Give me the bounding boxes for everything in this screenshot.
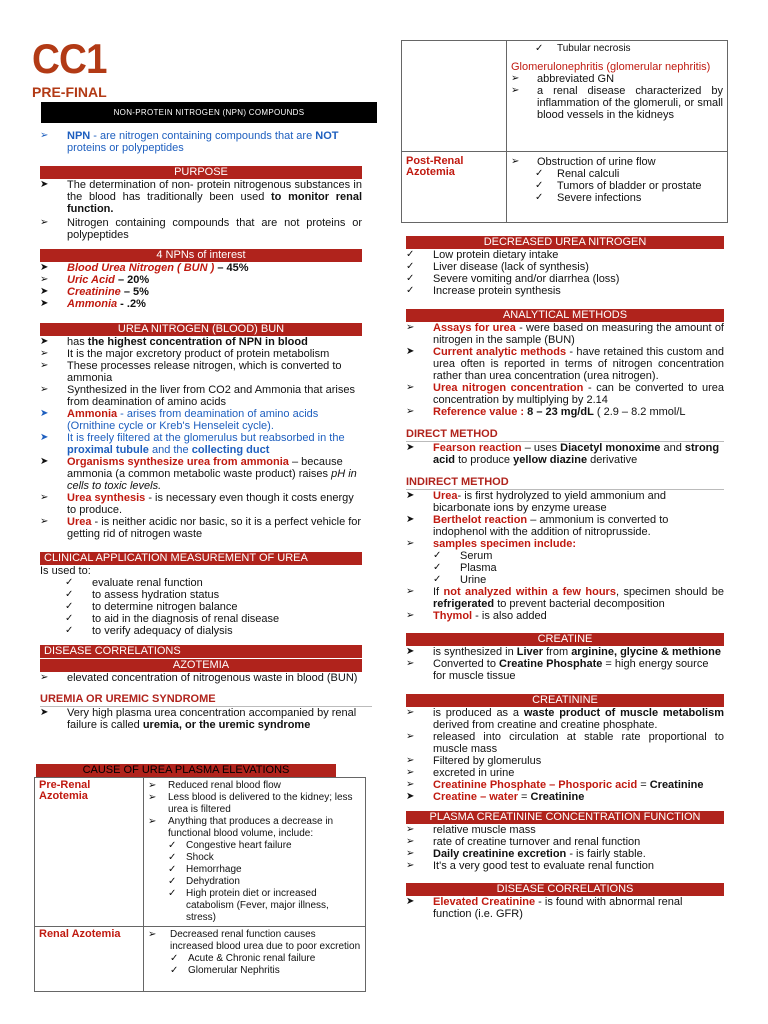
direct-method-list: ➤ Fearson reaction – uses Diacetyl monoxime and strong acid to produce yellow diazine derivative (406, 442, 720, 466)
check-icon: ✓ (65, 577, 74, 588)
arrow-bullet-icon: ➢ (406, 824, 415, 835)
four-npns-heading: 4 NPNs of interest (40, 249, 362, 262)
renal-label: Renal Azotemia (39, 928, 121, 940)
arrow-bullet-icon: ➢ (406, 707, 415, 718)
arrow-bullet-icon: ➢ (406, 836, 415, 847)
cause-table (34, 777, 366, 992)
uremia-heading: UREMIA OR UREMIC SYNDROME (40, 693, 216, 705)
section-title-bar: NON-PROTEIN NITROGEN (NPN) COMPOUNDS (41, 102, 377, 123)
plasma-creatinine-heading: PLASMA CREATININE CONCENTRATION FUNCTION (406, 811, 724, 824)
urea-nitrogen-list: ➤ has the highest concentration of NPN in blood ➢ It is the major excretory product of protein metabolism ➢ These processes release nitrogen, which is converted to ammonia ➢ Synthesized in the liver from CO2 and Ammonia that arises from deamination of amino acids ➤ Ammonia - arises from deamination of amino acids (Ornithine cycle or Kreb's Henseleit cycle). ➤ It is freely filtered at the glomerulus but reabsorbed in the proximal tubule and the collecting duct ➤ Organisms synthesize urea from ammonia – because ammonia (a common metabolic waste product) raises pH in cells to toxic levels. ➢ Urea synthesis - is necessary even though it costs energy to produce. ➢ Urea - is neither acidic nor basic, so it is a perfect vehicle for getting rid of nitrogen waste (40, 336, 362, 540)
arrow-bullet-icon: ➢ (40, 516, 49, 527)
arrow-bullet-icon: ➤ (40, 456, 49, 467)
analytical-heading: ANALYTICAL METHODS (406, 309, 724, 322)
arrow-bullet-icon: ➢ (406, 731, 415, 742)
document-subtitle: PRE-FINAL (32, 84, 107, 100)
arrow-bullet-icon: ➤ (406, 646, 415, 657)
arrow-bullet-icon: ➤ (40, 707, 49, 718)
creatine-heading: CREATINE (406, 633, 724, 646)
check-icon: ✓ (406, 285, 415, 296)
arrow-bullet-icon: ➤ (40, 179, 49, 190)
arrow-bullet-icon: ➤ (406, 346, 415, 357)
check-icon: ✓ (406, 249, 415, 260)
check-icon: ✓ (168, 876, 177, 887)
table-row: Pre-Renal Azotemia ➢ Reduced renal blood flow ➢ Less blood is delivered to the kidney; less urea is filtered ➢ Anything that produces a decrease in functional blood volume, include: ✓ Congestive heart failure ✓ Shock ✓ Hemorrhage ✓ Dehydration ✓ High protein diet or increased catabolism (Fever, major illness, stress) (35, 778, 366, 927)
arrow-bullet-icon: ➢ (406, 658, 415, 669)
azotemia-list: ➢ elevated concentration of nitrogenous waste in blood (BUN) (40, 672, 358, 684)
check-icon: ✓ (535, 192, 544, 203)
decreased-urea-heading: DECREASED UREA NITROGEN (406, 236, 724, 249)
check-icon: ✓ (168, 864, 177, 875)
uremia-list: ➤ Very high plasma urea concentration accompanied by renal failure is called uremia, or the uremic syndrome (40, 707, 357, 731)
arrow-bullet-icon: ➢ (40, 130, 49, 141)
arrow-bullet-icon: ➢ (406, 848, 415, 859)
check-icon: ✓ (433, 550, 442, 561)
check-icon: ✓ (535, 43, 544, 54)
check-icon: ✓ (168, 852, 177, 863)
decreased-urea-list: ✓ Low protein dietary intake ✓ Liver disease (lack of synthesis) ✓ Severe vomiting and/or diarrhea (loss) ✓ Increase protein synthesis (406, 249, 620, 297)
arrow-bullet-icon: ➢ (148, 816, 157, 827)
arrow-bullet-icon: ➢ (40, 672, 49, 683)
clinical-heading: CLINICAL APPLICATION MEASUREMENT OF UREA (40, 552, 362, 565)
arrow-bullet-icon: ➢ (511, 156, 520, 167)
arrow-bullet-icon: ➤ (40, 432, 49, 443)
npn-definition: ➢ NPN - are nitrogen containing compounds that are NOT proteins or polypeptides (40, 130, 339, 154)
check-icon: ✓ (168, 840, 177, 851)
arrow-bullet-icon: ➤ (406, 490, 415, 501)
disease-correlations-heading: DISEASE CORRELATIONS (40, 645, 362, 658)
azotemia-heading: AZOTEMIA (40, 659, 362, 672)
arrow-bullet-icon: ➢ (40, 384, 49, 395)
disease-correlations-heading-right: DISEASE CORRELATIONS (406, 883, 724, 896)
arrow-bullet-icon: ➢ (406, 382, 415, 393)
arrow-bullet-icon: ➢ (406, 586, 415, 597)
arrow-bullet-icon: ➢ (406, 755, 415, 766)
check-icon: ✓ (433, 562, 442, 573)
arrow-bullet-icon: ➢ (40, 274, 49, 285)
creatinine-list: ➢ is produced as a waste product of muscle metabolism derived from creatine and creatine phosphate. ➢ released into circulation at stable rate proportional to muscle mass ➢ Filtered by glomerulus ➢ excreted in urine ➢ Creatinine Phosphate – Phosporic acid = Creatinine ➤ Creatine – water = Creatinine (406, 707, 724, 803)
table-row: Post-Renal Azotemia ➢ Obstruction of urine flow ✓ Renal calculi ✓ Tumors of bladder or prostate ✓ Severe infections (402, 152, 728, 223)
creatine-list: ➤ is synthesized in Liver from arginine, glycine & methione ➢ Converted to Creatine Phosphate = high energy source for muscle tissue (406, 646, 721, 682)
arrow-bullet-icon: ➢ (406, 322, 415, 333)
indirect-method-list: ➤ Urea- is first hydrolyzed to yield ammonium and bicarbonate ions by enzyme urease ➤ Berthelot reaction – ammonium is converted to indophenol with the addition of nitroprusside. ➢ samples specimen include: (406, 490, 669, 550)
check-icon: ✓ (65, 589, 74, 600)
check-icon: ✓ (65, 613, 74, 624)
arrow-bullet-icon: ➢ (40, 360, 49, 371)
arrow-bullet-icon: ➢ (406, 538, 415, 549)
arrow-bullet-icon: ➢ (40, 492, 49, 503)
arrow-bullet-icon: ➤ (40, 336, 49, 347)
arrow-bullet-icon: ➤ (406, 442, 415, 453)
arrow-bullet-icon: ➤ (406, 514, 415, 525)
creatinine-heading: CREATININE (406, 694, 724, 707)
clinical-intro: Is used to: (40, 565, 91, 577)
four-npns-list: ➤ Blood Urea Nitrogen ( BUN ) – 45% ➢ Uric Acid – 20% ➤ Creatinine – 5% ➤ Ammonia - .2% (40, 262, 249, 310)
plasma-creatinine-list: ➢ relative muscle mass ➢ rate of creatine turnover and renal function ➢ Daily creatinine excretion - is fairly stable. ➢ It's a very good test to evaluate renal function (406, 824, 655, 872)
cause-table-continued (401, 40, 728, 223)
check-icon: ✓ (406, 261, 415, 272)
arrow-bullet-icon: ➢ (511, 85, 520, 96)
arrow-bullet-icon: ➢ (406, 779, 415, 790)
cause-table-block (34, 764, 366, 992)
purpose-list: ➤ The determination of non- protein nitrogenous substances in the blood has traditionally been used to monitor renal function. ➢ Nitrogen containing compounds that are not proteins or polypeptides (40, 179, 362, 241)
arrow-bullet-icon: ➤ (406, 896, 415, 907)
cause-table-heading: CAUSE OF UREA PLASMA ELEVATIONS (36, 764, 336, 777)
arrow-bullet-icon: ➢ (148, 780, 157, 791)
arrow-bullet-icon: ➢ (148, 792, 157, 803)
arrow-bullet-icon: ➤ (406, 791, 415, 802)
purpose-heading: PURPOSE (40, 166, 362, 179)
check-icon: ✓ (535, 180, 544, 191)
arrow-bullet-icon: ➤ (40, 286, 49, 297)
indirect-method-heading: INDIRECT METHOD (406, 476, 509, 488)
arrow-bullet-icon: ➢ (40, 348, 49, 359)
clinical-list: ✓ evaluate renal function ✓ to assess hydration status ✓ to determine nitrogen balance ✓ to aid in the diagnosis of renal disease ✓ to verify adequacy of dialysis (65, 577, 280, 637)
disease-correlations-list-right: ➤ Elevated Creatinine - is found with abnormal renal function (i.e. GFR) (406, 896, 683, 920)
table-row: ✓ Tubular necrosis Glomerulonephritis (glomerular nephritis) ➢ abbreviated GN ➢ a renal disease characterized by inflammation of the glomeruli, or small blood vessels in the kidneys (402, 41, 728, 152)
analytical-list: ➢ Assays for urea - were based on measuring the amount of nitrogen in the sample (BUN) ➤ Current analytic methods - have retained this custom and urea often is reported in terms of nitrogen concentration rather than urea concentration (urea nitrogen). ➢ Urea nitrogen concentration - can be converted to urea concentration by multiplying by 2.14 ➢ Reference value : 8 – 23 mg/dL ( 2.9 – 8.2 mmol/L (406, 322, 725, 418)
right-column: DECREASED UREA NITROGEN ✓ Low protein dietary intake ✓ Liver disease (lack of synthesis) ✓ Severe vomiting and/or diarrhea (loss) ✓ Increase protein synthesis ANALYTICAL METHODS ➢ Assays for urea - were based on measuring the amount of nitrogen in the sample (BUN) ➤ Current analytic methods - have retained this custom and urea often is reported in terms of nitrogen concentration rather than urea concentration (urea nitrogen). ➢ Urea nitrogen concentration - can be converted to urea concentration by multiplying by 2.14 ➢ Reference value : 8 – 23 mg/dL ( 2.9 – 8.2 mmol/L DIRECT METHOD ➤ Fearson reaction – uses Diacetyl monoxime and strong acid to produce yellow diazine derivative INDIRECT METHOD ➤ Urea- is first hydrolyzed to yield ammonium and bicarbonate ions by enzyme urease ➤ Berthelot reaction – ammonium is converted to indophenol with the addition of nitroprusside. ➢ samples specimen include: ✓ Serum ✓ Plasma ✓ Urine ➢ If not analyzed within a few hours, specimen should be refrigerated to prevent bacterial decomposition ➢ Thymol - is also added CREATINE ➤ is synthesized in Liver from arginine, glycine & methione ➢ Converted to Creatine Phosphate = high energy source for muscle tissue CREATININE ➢ is produced as a waste product of muscle metabolism derived from creatine and creatine phosphate. ➢ released into circulation at stable rate proportional to muscle mass ➢ Filtered by glomerulus ➢ excreted in urine ➢ Creatinine Phosphate – Phosporic acid = Creatinine ➤ Creatine – water = Creatinine PLASMA CREATININE CONCENTRATION FUNCTION ➢ relative muscle mass ➢ rate of creatine turnover and renal function ➢ Daily creatinine excretion - is fairly stable. ➢ It's a very good test to evaluate renal function DISEASE CORRELATIONS ➤ Elevated Creatinine - is found with abnormal renal function (i.e. GFR) (406, 236, 725, 920)
arrow-bullet-icon: ➤ (40, 262, 49, 273)
arrow-bullet-icon: ➢ (406, 860, 415, 871)
arrow-bullet-icon: ➢ (406, 610, 415, 621)
arrow-bullet-icon: ➢ (40, 217, 49, 228)
left-column (40, 130, 362, 731)
document-title: CC1 (32, 35, 107, 82)
arrow-bullet-icon: ➢ (406, 406, 415, 417)
arrow-bullet-icon: ➤ (40, 408, 49, 419)
arrow-bullet-icon: ➤ (40, 298, 49, 309)
arrow-bullet-icon: ➢ (406, 767, 415, 778)
postrenal-label: Post-Renal Azotemia (406, 155, 464, 178)
arrow-bullet-icon: ➢ (511, 73, 520, 84)
check-icon: ✓ (170, 965, 179, 976)
arrow-bullet-icon: ➢ (148, 929, 157, 940)
table-row: Renal Azotemia ➢ Decreased renal function causes increased blood urea due to poor excretion ✓ Acute & Chronic renal failure ✓ Glomerular Nephritis (35, 927, 366, 992)
gn-heading: Glomerulonephritis (glomerular nephritis) (511, 61, 711, 73)
prerenal-label: Pre-Renal Azotemia (39, 779, 91, 802)
direct-method-heading: DIRECT METHOD (406, 428, 498, 440)
specimen-list: ✓ Serum ✓ Plasma ✓ Urine (433, 550, 497, 586)
check-icon: ✓ (65, 601, 74, 612)
check-icon: ✓ (170, 953, 179, 964)
check-icon: ✓ (535, 168, 544, 179)
check-icon: ✓ (406, 273, 415, 284)
check-icon: ✓ (65, 625, 74, 636)
check-icon: ✓ (433, 574, 442, 585)
urea-nitrogen-heading: UREA NITROGEN (BLOOD) BUN (40, 323, 362, 336)
check-icon: ✓ (168, 888, 177, 899)
